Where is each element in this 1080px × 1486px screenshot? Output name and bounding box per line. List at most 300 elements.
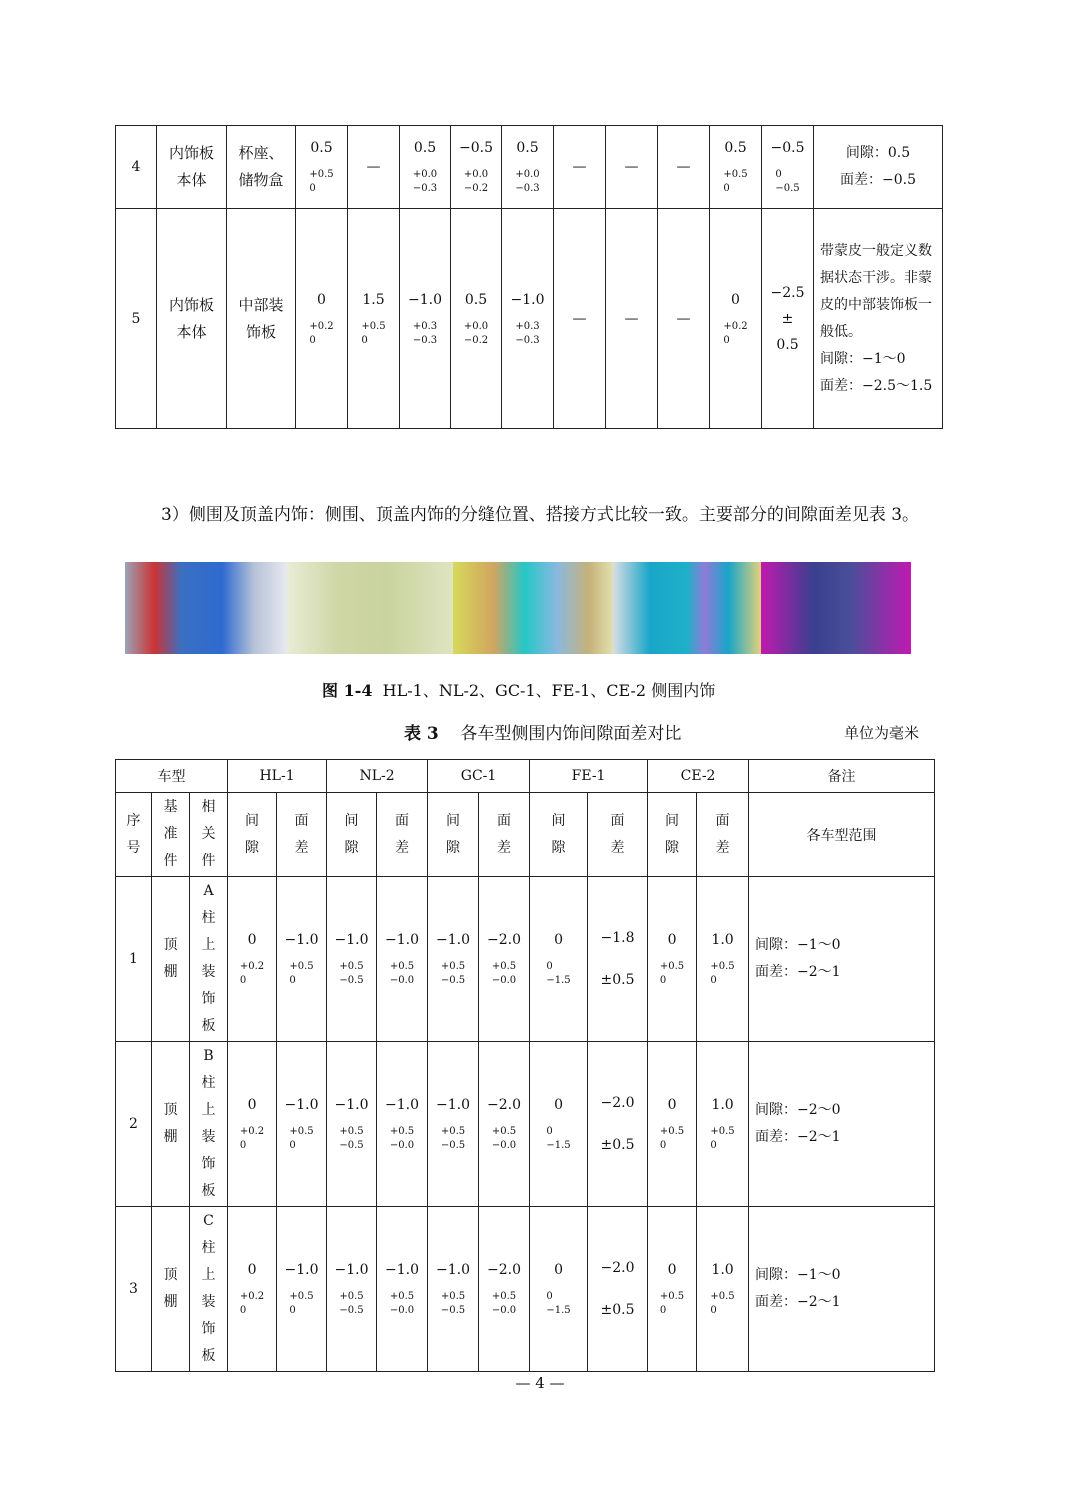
value-wrap <box>428 1260 478 1318</box>
subheader-text: 面差 <box>610 812 625 856</box>
dash-value: — <box>572 159 587 175</box>
tolerance <box>492 1290 516 1318</box>
related-part <box>227 209 296 429</box>
value-cell <box>648 1042 697 1207</box>
dash-value: — <box>624 159 639 175</box>
value-wrap <box>228 1095 276 1153</box>
value-cell <box>554 209 606 429</box>
value-cell <box>296 209 348 429</box>
upper-tolerance: +0.5 <box>710 1291 735 1302</box>
nominal-value: −1.0 <box>284 1097 319 1113</box>
lower-tolerance: −1.5 <box>546 975 571 986</box>
value-cell <box>530 1042 588 1207</box>
value-wrap <box>377 1095 427 1153</box>
figure-caption <box>322 678 715 701</box>
nominal-value: 0 <box>247 1262 257 1278</box>
subheader-text: 面差 <box>294 812 309 856</box>
related-part-text: A柱上装饰板 <box>201 883 216 1034</box>
related-part-text: 中部装饰板 <box>238 295 284 341</box>
upper-tolerance: +0.5 <box>440 961 466 972</box>
value-wrap <box>648 1095 696 1153</box>
upper-tolerance: 0 <box>546 1291 553 1302</box>
nominal-value: −1.0 <box>284 932 319 948</box>
header-row <box>116 760 935 793</box>
nominal-value: −1.0 <box>436 1097 471 1113</box>
row-number: 5 <box>116 209 157 429</box>
nominal-value: −1.0 <box>408 291 442 308</box>
value-wrap <box>451 290 501 348</box>
lower-tolerance: 0 <box>659 975 667 986</box>
base-part <box>152 1042 190 1207</box>
upper-tolerance: +0.2 <box>309 320 334 332</box>
model-name: HL-1 <box>228 760 327 793</box>
subheader-text: 面差 <box>395 812 410 856</box>
top-table <box>115 125 943 429</box>
lower-tolerance: −0.0 <box>491 1305 517 1316</box>
table-row <box>116 1042 935 1207</box>
nominal-value: −1.0 <box>284 1262 319 1278</box>
nominal-value: −1.0 <box>334 1097 369 1113</box>
value-cell <box>327 1207 377 1372</box>
tolerance <box>515 168 539 196</box>
nl2-side-trim-image <box>287 562 453 654</box>
tolerance-value: ±0.5 <box>600 1302 635 1318</box>
nominal-value: −1.0 <box>334 1262 369 1278</box>
lower-tolerance: 0 <box>723 183 730 194</box>
note-text: 间隙：−2～0 面差：−2～1 <box>755 1102 841 1145</box>
upper-tolerance: +0.5 <box>339 1126 364 1137</box>
value-wrap <box>502 290 553 348</box>
subheader-text: 相关件 <box>201 799 216 869</box>
tolerance-value: 0.5 <box>776 336 799 353</box>
value-cell <box>377 1042 428 1207</box>
value-cell <box>502 126 554 209</box>
nominal-value: 1.0 <box>711 1262 734 1278</box>
upper-tolerance: +0.5 <box>440 1126 466 1137</box>
nominal-value: −2.0 <box>487 932 522 948</box>
tolerance <box>361 320 385 348</box>
value-wrap <box>710 290 761 348</box>
tolerance <box>309 168 333 196</box>
value-cell <box>296 126 348 209</box>
tolerance <box>660 1125 684 1153</box>
subheader-gap <box>648 793 697 877</box>
figure-images <box>125 562 911 654</box>
upper-tolerance: +0.5 <box>491 1126 517 1137</box>
subheader-text: 序号 <box>126 812 141 856</box>
base-part-text: 顶棚 <box>163 937 178 980</box>
upper-tolerance: +0.3 <box>412 320 438 332</box>
upper-tolerance: +0.5 <box>659 961 685 972</box>
value-cell <box>588 1042 648 1207</box>
upper-tolerance: +0.5 <box>289 961 314 972</box>
value-cell <box>400 126 451 209</box>
value-wrap <box>400 138 450 196</box>
note-cell <box>814 209 943 429</box>
nominal-value: −2.0 <box>487 1097 522 1113</box>
tolerance <box>240 1125 264 1153</box>
lower-tolerance: 0 <box>309 183 316 194</box>
value-cell <box>348 126 400 209</box>
value-wrap <box>697 1095 748 1153</box>
nominal-value: 0 <box>554 1097 563 1113</box>
tolerance <box>492 960 516 988</box>
note-text: 间隙：−1～0 面差：−2～1 <box>755 1267 841 1310</box>
value-cell <box>428 1042 479 1207</box>
lower-tolerance: −0.5 <box>339 975 364 986</box>
plus-minus-sign: ± <box>781 310 794 327</box>
model-name: FE-1 <box>530 760 648 793</box>
base-part-text: 顶棚 <box>163 1267 178 1310</box>
tolerance <box>289 1290 313 1318</box>
value-cell <box>530 1207 588 1372</box>
subheader-text: 间隙 <box>446 812 461 856</box>
upper-tolerance: +0.5 <box>440 1291 466 1302</box>
lower-tolerance: −0.5 <box>339 1305 364 1316</box>
related-part-text: 杯座、储物盒 <box>238 144 284 189</box>
nominal-value: −2.5 <box>770 284 805 301</box>
subheader-flush <box>277 793 327 877</box>
nominal-value: 0 <box>554 932 563 948</box>
nominal-value: 0 <box>317 291 326 308</box>
value-cell <box>377 1207 428 1372</box>
lower-tolerance: 0 <box>723 334 730 346</box>
value-wrap <box>327 1260 376 1318</box>
value-cell <box>648 1207 697 1372</box>
lower-tolerance: 0 <box>361 334 368 346</box>
upper-tolerance: +0.5 <box>339 961 364 972</box>
tolerance <box>710 1290 734 1318</box>
subheader-base <box>152 793 190 877</box>
nominal-value: −0.5 <box>459 140 493 156</box>
upper-tolerance: +0.5 <box>710 961 735 972</box>
tolerance <box>441 960 465 988</box>
lower-tolerance: 0 <box>239 1140 247 1151</box>
ce2-side-trim-image <box>761 562 911 654</box>
nominal-value: −1.0 <box>385 1097 420 1113</box>
dash-value: — <box>366 159 381 175</box>
value-cell <box>428 877 479 1042</box>
upper-tolerance: +0.2 <box>723 320 748 332</box>
value-cell <box>658 126 710 209</box>
base-part <box>152 877 190 1042</box>
value-wrap <box>296 290 347 348</box>
value-wrap <box>479 1260 529 1318</box>
tolerance <box>441 1125 465 1153</box>
value-cell <box>228 1207 277 1372</box>
related-part-text: C柱上装饰板 <box>201 1213 216 1364</box>
value-wrap <box>648 1260 696 1318</box>
value-cell <box>658 209 710 429</box>
subheader-flush <box>697 793 749 877</box>
nominal-value: 0 <box>247 932 257 948</box>
subheader-gap <box>228 793 277 877</box>
lower-tolerance: −0.2 <box>463 334 489 346</box>
upper-tolerance: +0.0 <box>515 169 540 180</box>
value-cell <box>606 209 658 429</box>
model-name: GC-1 <box>428 760 530 793</box>
upper-tolerance: +0.5 <box>389 1291 415 1302</box>
nominal-value: 0 <box>667 932 677 948</box>
nominal-value: 0 <box>731 291 740 308</box>
lower-tolerance: 0 <box>659 1305 667 1316</box>
note-cell <box>749 1207 935 1372</box>
nominal-value: −0.5 <box>770 140 805 156</box>
lower-tolerance: 0 <box>239 975 247 986</box>
lower-tolerance: −0.3 <box>412 334 438 346</box>
upper-tolerance: 0 <box>546 1126 553 1137</box>
tolerance <box>309 320 333 348</box>
subheader-text: 间隙 <box>551 812 566 856</box>
value-wrap <box>588 1258 647 1320</box>
value-cell <box>348 209 400 429</box>
value-wrap <box>428 1095 478 1153</box>
value-wrap <box>377 930 427 988</box>
tolerance <box>546 1290 570 1318</box>
value-wrap <box>762 283 813 355</box>
lower-tolerance: −0.5 <box>339 1140 364 1151</box>
lower-tolerance: −0.0 <box>491 1140 517 1151</box>
lower-tolerance: −0.5 <box>440 1305 466 1316</box>
value-wrap <box>377 1260 427 1318</box>
upper-tolerance: 0 <box>546 961 553 972</box>
value-cell <box>479 1207 530 1372</box>
lower-tolerance: −0.0 <box>389 975 415 986</box>
value-wrap <box>277 930 326 988</box>
upper-tolerance: +0.5 <box>339 1291 364 1302</box>
subheader-gap <box>530 793 588 877</box>
value-wrap <box>327 930 376 988</box>
figure-caption-text: HL-1、NL-2、GC-1、FE-1、CE-2 侧围内饰 <box>382 681 716 700</box>
table-row <box>116 126 943 209</box>
value-cell <box>327 877 377 1042</box>
dash-value: — <box>676 310 691 327</box>
dash-value: — <box>572 310 587 327</box>
value-cell <box>554 126 606 209</box>
lower-tolerance: −0.3 <box>515 334 540 346</box>
upper-tolerance: +0.5 <box>491 961 517 972</box>
nominal-value: −1.0 <box>436 1262 471 1278</box>
model-name: NL-2 <box>327 760 428 793</box>
base-part <box>152 1207 190 1372</box>
row-number: 3 <box>116 1207 152 1372</box>
value-wrap <box>428 930 478 988</box>
upper-tolerance: +0.5 <box>491 1291 517 1302</box>
nominal-value: −1.0 <box>385 1262 420 1278</box>
value-wrap <box>479 930 529 988</box>
value-cell <box>648 877 697 1042</box>
value-wrap <box>762 138 813 196</box>
subheader-row <box>116 793 935 877</box>
lower-tolerance: −0.0 <box>389 1140 415 1151</box>
upper-tolerance: +0.5 <box>309 169 334 180</box>
tolerance <box>390 1125 414 1153</box>
note-text: 间隙：0.5 面差：−0.5 <box>840 145 916 188</box>
upper-tolerance: +0.3 <box>515 320 540 332</box>
nominal-value: −2.0 <box>600 1260 635 1276</box>
tolerance <box>413 168 437 196</box>
dash-value: — <box>676 159 691 175</box>
upper-tolerance: +0.5 <box>723 169 748 180</box>
subheader-text: 间隙 <box>344 812 359 856</box>
upper-tolerance: +0.5 <box>289 1126 314 1137</box>
value-cell <box>710 209 762 429</box>
tolerance <box>546 960 570 988</box>
value-cell <box>697 877 749 1042</box>
upper-tolerance: +0.5 <box>289 1291 314 1302</box>
lower-tolerance: 0 <box>309 334 316 346</box>
lower-tolerance: −0.3 <box>515 183 540 194</box>
value-cell <box>502 209 554 429</box>
upper-tolerance: +0.2 <box>239 961 265 972</box>
lower-tolerance: 0 <box>289 1140 296 1151</box>
subheader-text: 基准件 <box>163 799 178 869</box>
value-cell <box>697 1042 749 1207</box>
subheader-text: 面差 <box>497 812 512 856</box>
nominal-value: 0 <box>247 1097 257 1113</box>
tolerance <box>660 960 684 988</box>
value-wrap <box>277 1260 326 1318</box>
value-wrap <box>277 1095 326 1153</box>
tolerance <box>339 1290 363 1318</box>
tolerance <box>339 960 363 988</box>
value-cell <box>451 209 502 429</box>
value-cell <box>277 1207 327 1372</box>
base-part <box>157 209 227 429</box>
note-text: 带蒙皮一般定义数据状态干涉。非蒙皮的中部装饰板一般低。 间隙：−1～0 面差：−2.5～1.5 <box>820 242 933 394</box>
tolerance <box>710 1125 734 1153</box>
value-wrap <box>710 138 761 196</box>
body-paragraph: 3）侧围及顶盖内饰：侧围、顶盖内饰的分缝位置、搭接方式比较一致。主要部分的间隙面差见表 3。 <box>161 505 920 525</box>
tolerance <box>339 1125 363 1153</box>
hl1-side-trim-image <box>125 562 287 654</box>
related-part-text: B柱上装饰板 <box>201 1048 216 1199</box>
value-cell <box>400 209 451 429</box>
nominal-value: 0.5 <box>464 291 488 308</box>
value-cell <box>606 126 658 209</box>
value-wrap <box>697 1260 748 1318</box>
range-header: 各车型范围 <box>749 793 935 877</box>
value-cell <box>479 877 530 1042</box>
dash-value: — <box>624 310 639 327</box>
value-wrap <box>530 1095 587 1153</box>
nominal-value: 0.5 <box>724 140 747 156</box>
value-wrap <box>327 1095 376 1153</box>
value-wrap <box>530 1260 587 1318</box>
figure-label: 图 1-4 <box>322 681 373 700</box>
tolerance <box>546 1125 570 1153</box>
tolerance <box>441 1290 465 1318</box>
value-cell <box>762 209 814 429</box>
value-cell <box>451 126 502 209</box>
nominal-value: 0.5 <box>310 140 333 156</box>
nominal-value: −2.0 <box>487 1262 522 1278</box>
subheader-text: 面差 <box>715 812 730 856</box>
lower-tolerance: 0 <box>289 975 296 986</box>
lower-tolerance: −0.0 <box>389 1305 415 1316</box>
value-wrap <box>588 1093 647 1155</box>
value-wrap <box>479 1095 529 1153</box>
tolerance <box>289 1125 313 1153</box>
subheader-text: 间隙 <box>245 812 260 856</box>
lower-tolerance: 0 <box>710 1305 717 1316</box>
row-number: 1 <box>116 877 152 1042</box>
value-cell <box>327 1042 377 1207</box>
tolerance <box>723 168 747 196</box>
note-cell <box>749 877 935 1042</box>
value-wrap <box>400 290 450 348</box>
nominal-value: 1.5 <box>362 291 385 308</box>
upper-tolerance: +0.2 <box>239 1291 265 1302</box>
row-number: 2 <box>116 1042 152 1207</box>
value-wrap <box>451 138 501 196</box>
lower-tolerance: 0 <box>289 1305 296 1316</box>
nominal-value: 0.5 <box>413 140 437 156</box>
tolerance <box>660 1290 684 1318</box>
value-cell <box>530 877 588 1042</box>
lower-tolerance: 0 <box>710 1140 717 1151</box>
table3-unit: 单位为毫米 <box>844 724 920 742</box>
model-name: CE-2 <box>648 760 749 793</box>
value-wrap <box>296 138 347 196</box>
row-number: 4 <box>116 126 157 209</box>
subheader-rel <box>190 793 228 877</box>
nominal-value: −1.0 <box>436 932 471 948</box>
subheader-flush <box>479 793 530 877</box>
upper-tolerance: +0.0 <box>463 320 489 332</box>
table3 <box>115 759 935 1372</box>
upper-tolerance: +0.0 <box>463 169 489 180</box>
subheader-text: 间隙 <box>665 812 680 856</box>
subheader-flush <box>588 793 648 877</box>
nominal-value: −2.0 <box>600 1095 635 1111</box>
value-cell <box>377 877 428 1042</box>
base-part-text: 顶棚 <box>163 1102 178 1145</box>
nominal-value: 0 <box>667 1262 677 1278</box>
related-part <box>190 1207 228 1372</box>
tolerance <box>723 320 747 348</box>
related-part <box>227 126 296 209</box>
value-cell <box>228 877 277 1042</box>
value-wrap <box>588 928 647 990</box>
upper-tolerance: +0.5 <box>659 1291 685 1302</box>
upper-tolerance: +0.5 <box>659 1126 685 1137</box>
upper-tolerance: +0.5 <box>389 961 415 972</box>
related-part <box>190 1042 228 1207</box>
lower-tolerance: −0.0 <box>491 975 517 986</box>
model-header: 车型 <box>116 760 228 793</box>
base-part-text: 内饰板本体 <box>168 295 214 341</box>
tolerance <box>710 960 734 988</box>
lower-tolerance: −1.5 <box>546 1140 571 1151</box>
nominal-value: 1.0 <box>711 932 734 948</box>
base-part-text: 内饰板本体 <box>168 144 214 189</box>
tolerance-value: ±0.5 <box>600 972 635 988</box>
value-cell <box>277 1042 327 1207</box>
value-cell <box>762 126 814 209</box>
upper-tolerance: +0.5 <box>710 1126 735 1137</box>
tolerance <box>515 320 539 348</box>
upper-tolerance: +0.0 <box>412 169 438 180</box>
value-cell <box>588 877 648 1042</box>
tolerance <box>390 960 414 988</box>
value-cell <box>479 1042 530 1207</box>
subheader-gap <box>327 793 377 877</box>
base-part <box>157 126 227 209</box>
note-text: 间隙：−1～0 面差：−2～1 <box>755 937 841 980</box>
table-row <box>116 877 935 1042</box>
value-wrap <box>502 138 553 196</box>
